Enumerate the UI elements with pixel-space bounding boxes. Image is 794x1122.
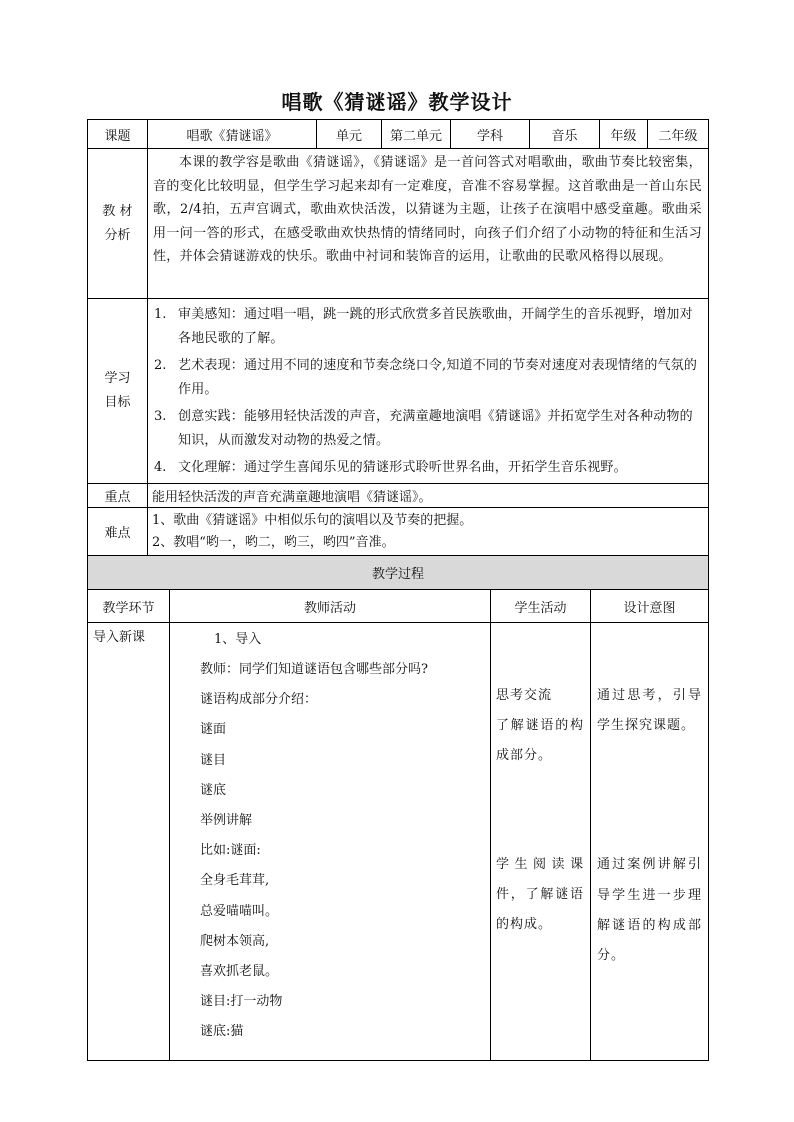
grade-value: 二年级	[648, 120, 709, 149]
design-intent-1: 通过思考，引导学生探究课题。	[597, 688, 703, 734]
analysis-label-2: 分析	[104, 227, 131, 243]
goal-number: 4.	[154, 460, 167, 475]
unit-label: 单元	[317, 120, 382, 149]
student-activity-cell	[491, 623, 591, 1061]
header-stage: 教学环节	[88, 590, 170, 623]
teacher-line: 爬树本领高,	[200, 933, 270, 949]
difficulty-line: 2、教唱“哟一，哟二，哟三，哟四”音准。	[152, 534, 395, 550]
student-activity-2: 学生阅读课件，了解谜语的构成。	[496, 856, 584, 933]
header-intent: 设计意图	[591, 590, 709, 623]
goal-number: 2.	[154, 358, 167, 373]
header-student: 学生活动	[491, 590, 591, 623]
subject-value: 音乐	[530, 120, 600, 149]
difficulty-label: 难点	[88, 508, 148, 556]
goal-text: 创意实践：能够用轻快活泼的声音，充满童趣地演唱《猜谜谣》并拓宽学生对各种动物的知识，从而激发对动物的热爱之情。	[178, 409, 693, 448]
teacher-line: 举例讲解	[200, 812, 253, 828]
teacher-line: 谜语构成部分介绍：	[200, 692, 318, 708]
difficulty-line: 1、歌曲《猜谜谣》中相似乐句的演唱以及节奏的把握。	[152, 512, 473, 528]
goals-cell	[148, 299, 709, 484]
analysis-cell	[148, 149, 709, 299]
goal-text: 文化理解：通过学生喜闻乐见的猜谜形式聆听世界名曲，开拓学生音乐视野。	[178, 460, 627, 475]
topic-value: 唱歌《猜谜谣》	[148, 120, 317, 149]
goal-item	[154, 456, 702, 480]
process-table	[87, 555, 709, 1061]
design-intent-cell	[591, 623, 709, 1061]
page-title: 唱歌《猜谜谣》教学设计	[281, 90, 513, 114]
teacher-line: 谜底:猫	[200, 1024, 244, 1040]
teacher-line: 全身毛茸茸,	[200, 873, 270, 889]
key-point-text: 能用轻快活泼的声音充满童趣地演唱《猜谜谣》。	[148, 484, 709, 508]
goals-list	[148, 299, 708, 480]
teacher-line: 喜欢抓老鼠。	[200, 963, 279, 979]
teacher-line: 1、导入	[214, 632, 262, 647]
process-title: 教学过程	[88, 556, 709, 590]
teacher-line: 谜目	[200, 752, 227, 768]
subject-label: 学科	[451, 120, 530, 149]
grade-label: 年级	[600, 120, 648, 149]
goals-label-cell	[88, 299, 148, 484]
student-activity-1: 思考交流 了解谜语的构成部分。	[496, 688, 584, 764]
goal-item	[154, 405, 702, 453]
goal-number: 3.	[154, 409, 167, 424]
goal-item	[154, 303, 702, 351]
teacher-line: 谜目:打一动物	[200, 994, 283, 1010]
teacher-activity-cell	[170, 623, 491, 1061]
goals-label-1: 学习	[104, 371, 131, 386]
teacher-line: 谜底	[200, 782, 227, 798]
lesson-info-table	[87, 119, 709, 556]
teacher-line: 比如:谜面:	[200, 843, 261, 859]
design-intent-2: 通过案例讲解引导学生进一步理解谜语的构成部分。	[597, 857, 703, 964]
goal-text: 艺术表现：通过用不同的速度和节奏念绕口令,知道不同的节奏对速度对表现情绪的气氛的作用。	[178, 358, 698, 397]
stage-cell: 导入新课	[88, 623, 170, 1061]
header-teacher: 教师活动	[170, 590, 491, 623]
goals-label-2: 目标	[104, 395, 131, 410]
unit-value: 第二单元	[382, 120, 451, 149]
goal-item	[154, 354, 702, 402]
goal-number: 1.	[154, 307, 167, 322]
analysis-label-cell	[88, 149, 148, 299]
key-point-label: 重点	[88, 484, 148, 508]
teacher-lines	[170, 623, 490, 1047]
analysis-text: 本课的教学容是歌曲《猜谜谣》，《猜谜谣》是一首问答式对唱歌曲，歌曲节奏比较密集，音的变化比较明显，但学生学习起来却有一定难度，音准不容易掌握。这首歌曲是一首山东民歌，2/4拍，五声宫调式，歌曲欢快活泼，以猜谜为主题，让孩子在演唱中感受童趣。歌曲采用一问一答的形式，在感受歌曲欢快热情的情绪同时，向孩子们介绍了小动物的特征和生活习性，并体会猜谜游戏的快乐。歌曲中衬词和装饰音的运用，让歌曲的民歌风格得以展现。	[153, 155, 702, 264]
analysis-label-1: 教 材	[102, 203, 133, 219]
teacher-line: 教师：同学们知道谜语包含哪些部分吗?	[200, 662, 428, 677]
topic-label: 课题	[88, 120, 148, 149]
goal-text: 审美感知：通过唱一唱，跳一跳的形式欣赏多首民族歌曲，开阔学生的音乐视野，增加对各地民歌的了解。	[178, 307, 693, 346]
difficulty-cell	[148, 508, 709, 556]
teacher-line: 谜面	[200, 722, 227, 738]
teacher-line: 总爱喵喵叫。	[200, 903, 279, 919]
